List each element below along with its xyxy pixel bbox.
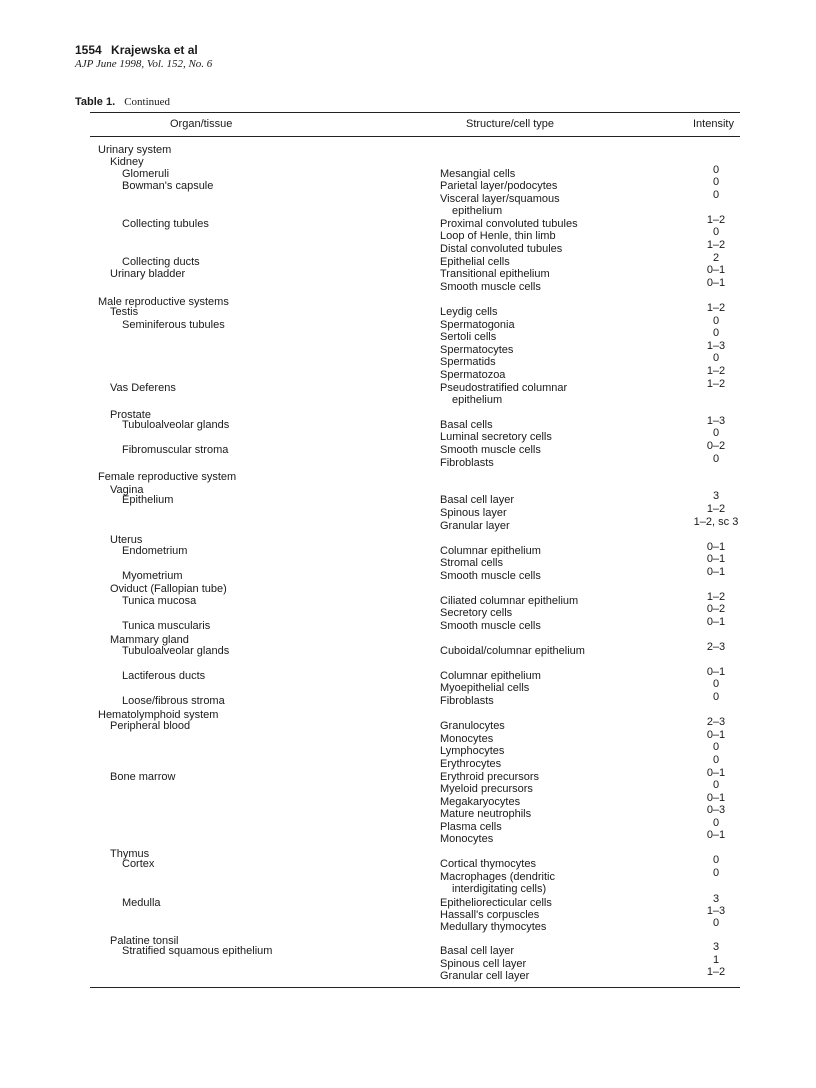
structure-cell: Pseudostratified columnar epithelium (440, 382, 568, 406)
structure-cell: Medullary thymocytes (440, 921, 547, 933)
structure-cell: Monocytes (440, 833, 494, 845)
intensity-cell: 0–1 (706, 553, 726, 565)
table-label: Table 1. (75, 96, 116, 108)
structure-cell: Columnar epithelium (440, 670, 541, 682)
organ-cell: Bone marrow (110, 771, 176, 783)
intensity-cell: 0 (712, 779, 720, 791)
intensity-cell: 1–2 (706, 302, 726, 314)
structure-cell: Plasma cells (440, 821, 502, 833)
structure-cell: Spermatocytes (440, 344, 514, 356)
journal-citation: AJP June 1998, Vol. 152, No. 6 (75, 58, 213, 70)
organ-cell: Kidney (110, 156, 144, 168)
structure-cell: Monocytes (440, 733, 494, 745)
structure-cell: Hassall's corpuscles (440, 909, 540, 921)
organ-cell: Tunica mucosa (122, 595, 197, 607)
structure-cell: Epitheliorecticular cells (440, 897, 552, 909)
structure-cell: Cuboidal/columnar epithelium (440, 645, 585, 657)
structure-cell: Fibroblasts (440, 695, 494, 707)
intensity-cell: 0 (712, 315, 720, 327)
structure-cell: Smooth muscle cells (440, 281, 541, 293)
intensity-cell: 3 (712, 490, 720, 502)
organ-cell: Uterus (110, 534, 143, 546)
structure-cell: Granulocytes (440, 720, 505, 732)
organ-cell: Vas Deferens (110, 382, 176, 394)
intensity-cell: 2–3 (706, 716, 726, 728)
structure-cell: Spinous layer (440, 507, 507, 519)
structure-cell: Myoepithelial cells (440, 682, 530, 694)
intensity-cell: 0–3 (706, 804, 726, 816)
organ-cell: Glomeruli (122, 168, 170, 180)
structure-cell: Parietal layer/podocytes (440, 180, 558, 192)
structure-cell: Mesangial cells (440, 168, 516, 180)
organ-cell: Bowman's capsule (122, 180, 214, 192)
structure-cell: Granular cell layer (440, 970, 530, 982)
intensity-cell: 0 (712, 164, 720, 176)
table-bottom-rule (90, 987, 740, 988)
page-number: 1554 (75, 43, 102, 57)
intensity-cell: 0 (712, 741, 720, 753)
intensity-cell: 1–2 (706, 591, 726, 603)
intensity-cell: 0 (712, 176, 720, 188)
structure-cell: Smooth muscle cells (440, 570, 541, 582)
intensity-cell: 1–3 (706, 340, 726, 352)
structure-cell: Ciliated columnar epithelium (440, 595, 579, 607)
intensity-cell: 0–1 (706, 729, 726, 741)
organ-cell: Tubuloalveolar glands (122, 645, 230, 657)
intensity-cell: 0–1 (706, 566, 726, 578)
structure-cell: Loop of Henle, thin limb (440, 230, 556, 242)
intensity-cell: 0 (712, 226, 720, 238)
structure-cell: Sertoli cells (440, 331, 497, 343)
intensity-cell: 0 (712, 917, 720, 929)
structure-cell: Leydig cells (440, 306, 498, 318)
organ-cell: Testis (110, 306, 139, 318)
intensity-cell: 0 (712, 427, 720, 439)
organ-cell: Seminiferous tubules (122, 319, 225, 331)
intensity-cell: 0 (712, 453, 720, 465)
intensity-cell: 0 (712, 327, 720, 339)
intensity-cell: 0–2 (706, 440, 726, 452)
column-header-organ: Organ/tissue (170, 118, 233, 130)
intensity-cell: 1–2 (706, 239, 726, 251)
structure-cell: Macrophages (dendritic interdigitating cells) (440, 871, 555, 895)
structure-cell: Transitional epithelium (440, 268, 550, 280)
structure-cell: Spermatids (440, 356, 496, 368)
organ-cell: Collecting ducts (122, 256, 200, 268)
intensity-cell: 1–2 (706, 365, 726, 377)
intensity-cell: 3 (712, 941, 720, 953)
organ-cell: Lactiferous ducts (122, 670, 206, 682)
intensity-cell: 1–2, sc 3 (693, 516, 739, 528)
intensity-cell: 0 (712, 352, 720, 364)
structure-cell: Erythrocytes (440, 758, 502, 770)
intensity-cell: 1–3 (706, 905, 726, 917)
structure-cell: Mature neutrophils (440, 808, 532, 820)
organ-cell: Tunica muscularis (122, 620, 211, 632)
organ-cell: Thymus (110, 848, 150, 860)
column-header-structure: Structure/cell type (466, 118, 555, 130)
intensity-cell: 3 (712, 893, 720, 905)
intensity-cell: 0 (712, 678, 720, 690)
structure-cell: Epithelial cells (440, 256, 510, 268)
organ-cell: Cortex (122, 858, 155, 870)
organ-cell: Urinary bladder (110, 268, 186, 280)
intensity-cell: 2 (712, 252, 720, 264)
structure-cell: Distal convoluted tubules (440, 243, 563, 255)
structure-cell: Luminal secretory cells (440, 431, 552, 443)
header-authors: Krajewska et al (111, 43, 198, 57)
intensity-cell: 0–1 (706, 277, 726, 289)
organ-cell: Endometrium (122, 545, 188, 557)
structure-cell: Basal cell layer (440, 494, 514, 506)
structure-cell: Basal cells (440, 419, 493, 431)
intensity-cell: 0 (712, 867, 720, 879)
intensity-cell: 0–1 (706, 666, 726, 678)
organ-cell: Vagina (110, 484, 144, 496)
structure-cell: Fibroblasts (440, 457, 494, 469)
organ-cell: Epithelium (122, 494, 174, 506)
table-continued-note: Continued (124, 96, 171, 108)
structure-cell: Secretory cells (440, 607, 513, 619)
structure-cell: Stromal cells (440, 557, 503, 569)
structure-cell: Cortical thymocytes (440, 858, 536, 870)
intensity-cell: 0 (712, 189, 720, 201)
intensity-cell: 0–1 (706, 541, 726, 553)
organ-cell: Myometrium (122, 570, 183, 582)
organ-cell: Loose/fibrous stroma (122, 695, 225, 707)
intensity-cell: 0 (712, 754, 720, 766)
intensity-cell: 1–2 (706, 503, 726, 515)
structure-cell: Lymphocytes (440, 745, 505, 757)
organ-cell: Fibromuscular stroma (122, 444, 229, 456)
intensity-cell: 0–2 (706, 603, 726, 615)
intensity-cell: 0–1 (706, 829, 726, 841)
organ-cell: Stratified squamous epithelium (122, 945, 273, 957)
intensity-cell: 1–2 (706, 214, 726, 226)
structure-cell: Smooth muscle cells (440, 444, 541, 456)
organ-cell: Male reproductive systems (98, 296, 229, 308)
intensity-cell: 2–3 (706, 641, 726, 653)
structure-cell: Megakaryocytes (440, 796, 521, 808)
organ-cell: Hematolymphoid system (98, 709, 219, 721)
organ-cell: Mammary gland (110, 634, 189, 646)
structure-cell: Proximal convoluted tubules (440, 218, 578, 230)
organ-cell: Tubuloalveolar glands (122, 419, 230, 431)
organ-cell: Peripheral blood (110, 720, 191, 732)
organ-cell: Female reproductive system (98, 471, 237, 483)
intensity-cell: 0–1 (706, 767, 726, 779)
structure-cell: Myeloid precursors (440, 783, 533, 795)
intensity-cell: 0 (712, 691, 720, 703)
structure-cell: Spermatozoa (440, 369, 506, 381)
structure-cell: Granular layer (440, 520, 510, 532)
organ-cell: Oviduct (Fallopian tube) (110, 583, 227, 595)
structure-cell: Erythroid precursors (440, 771, 540, 783)
structure-cell: Spinous cell layer (440, 958, 527, 970)
organ-cell: Medulla (122, 897, 161, 909)
intensity-cell: 1 (712, 954, 720, 966)
intensity-cell: 0–1 (706, 792, 726, 804)
intensity-cell: 0 (712, 817, 720, 829)
organ-cell: Collecting tubules (122, 218, 209, 230)
intensity-cell: 0–1 (706, 616, 726, 628)
organ-cell: Urinary system (98, 144, 172, 156)
structure-cell: Smooth muscle cells (440, 620, 541, 632)
intensity-cell: 0 (712, 854, 720, 866)
structure-cell: Columnar epithelium (440, 545, 541, 557)
intensity-cell: 0–1 (706, 264, 726, 276)
intensity-cell: 1–3 (706, 415, 726, 427)
structure-cell: Basal cell layer (440, 945, 514, 957)
organ-cell: Palatine tonsil (110, 935, 179, 947)
intensity-cell: 1–2 (706, 378, 726, 390)
organ-cell: Prostate (110, 409, 151, 421)
column-header-intensity: Intensity (693, 118, 734, 130)
structure-cell: Visceral layer/squamous epithelium (440, 193, 560, 217)
structure-cell: Spermatogonia (440, 319, 515, 331)
intensity-cell: 1–2 (706, 966, 726, 978)
